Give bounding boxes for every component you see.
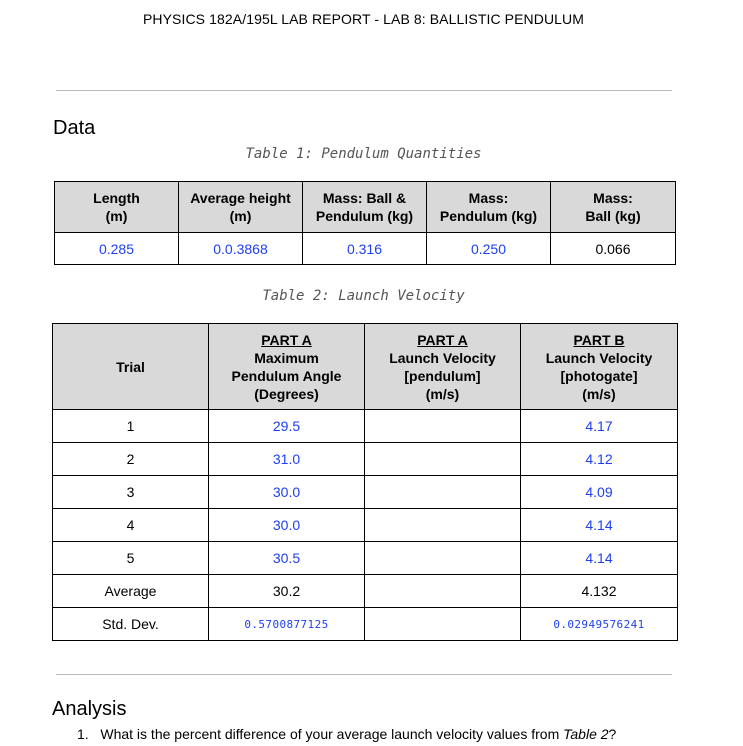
table-row [53, 509, 678, 542]
stddev-row [53, 608, 678, 641]
t1-header-mass-ball-pendulum: Mass: Ball & Pendulum (kg) [303, 182, 427, 233]
table1-caption: Table 1: Pendulum Quantities [245, 146, 482, 162]
question-end: ? [608, 726, 617, 742]
t2-stddev-vphoto: 0.02949576241 [521, 608, 678, 641]
t2-angle-cell: 30.0 [209, 476, 365, 509]
question-number: 1. [77, 726, 89, 742]
t2-vphoto-cell: 4.14 [521, 542, 678, 575]
t2-header-velocity-pendulum: PART A Launch Velocity [pendulum] (m/s) [365, 324, 521, 410]
t2-trial-cell: 5 [53, 542, 209, 575]
t2-vphoto-cell: 4.14 [521, 509, 678, 542]
t2-header-velocity-photogate: PART B Launch Velocity [photogate] (m/s) [521, 324, 678, 410]
t1-value-length: 0.285 [55, 233, 179, 265]
t2-trial-cell: 1 [53, 410, 209, 443]
t2-average-angle: 30.2 [209, 575, 365, 608]
t2-stddev-angle: 0.5700877125 [209, 608, 365, 641]
t2-trial-cell: 4 [53, 509, 209, 542]
analysis-heading: Analysis [52, 698, 127, 720]
t2-angle-cell: 31.0 [209, 443, 365, 476]
launch-velocity-table [52, 323, 678, 641]
t2-vphoto-cell: 4.09 [521, 476, 678, 509]
t2-angle-cell: 30.0 [209, 509, 365, 542]
divider-top [56, 90, 672, 91]
t2-trial-cell: 3 [53, 476, 209, 509]
t2-vpend-cell [365, 410, 521, 443]
t2-average-vpend [365, 575, 521, 608]
t1-header-mass-ball: Mass: Ball (kg) [551, 182, 676, 233]
analysis-question-1 [77, 726, 616, 742]
question-text: What is the percent difference of your average launch velocity values from [100, 726, 564, 742]
question-ref: Table 2 [563, 726, 609, 742]
divider-bottom [56, 674, 672, 675]
table-row [53, 443, 678, 476]
t2-header-angle: PART A Maximum Pendulum Angle (Degrees) [209, 324, 365, 410]
table-row [53, 542, 678, 575]
t2-stddev-label: Std. Dev. [53, 608, 209, 641]
table-row [53, 476, 678, 509]
t1-value-mass-ball: 0.066 [551, 233, 676, 265]
t2-angle-cell: 29.5 [209, 410, 365, 443]
t2-angle-cell: 30.5 [209, 542, 365, 575]
t1-header-mass-pendulum: Mass: Pendulum (kg) [427, 182, 551, 233]
t2-header-trial: Trial [53, 324, 209, 410]
t2-average-vphoto: 4.132 [521, 575, 678, 608]
t2-stddev-vpend [365, 608, 521, 641]
t1-value-avg-height: 0.0.3868 [179, 233, 303, 265]
table-row [53, 410, 678, 443]
t2-vpend-cell [365, 542, 521, 575]
table2-caption: Table 2: Launch Velocity [262, 288, 465, 304]
t1-header-avg-height: Average height (m) [179, 182, 303, 233]
t2-average-label: Average [53, 575, 209, 608]
t1-value-mass-pendulum: 0.250 [427, 233, 551, 265]
t1-header-length: Length (m) [55, 182, 179, 233]
t2-vphoto-cell: 4.17 [521, 410, 678, 443]
t2-vphoto-cell: 4.12 [521, 443, 678, 476]
average-row [53, 575, 678, 608]
t1-value-mass-ball-pendulum: 0.316 [303, 233, 427, 265]
pendulum-quantities-table [54, 181, 676, 265]
report-header: PHYSICS 182A/195L LAB REPORT - LAB 8: BALLISTIC PENDULUM [142, 11, 585, 27]
t2-vpend-cell [365, 443, 521, 476]
t2-vpend-cell [365, 476, 521, 509]
t2-vpend-cell [365, 509, 521, 542]
data-heading: Data [53, 117, 96, 139]
t2-trial-cell: 2 [53, 443, 209, 476]
